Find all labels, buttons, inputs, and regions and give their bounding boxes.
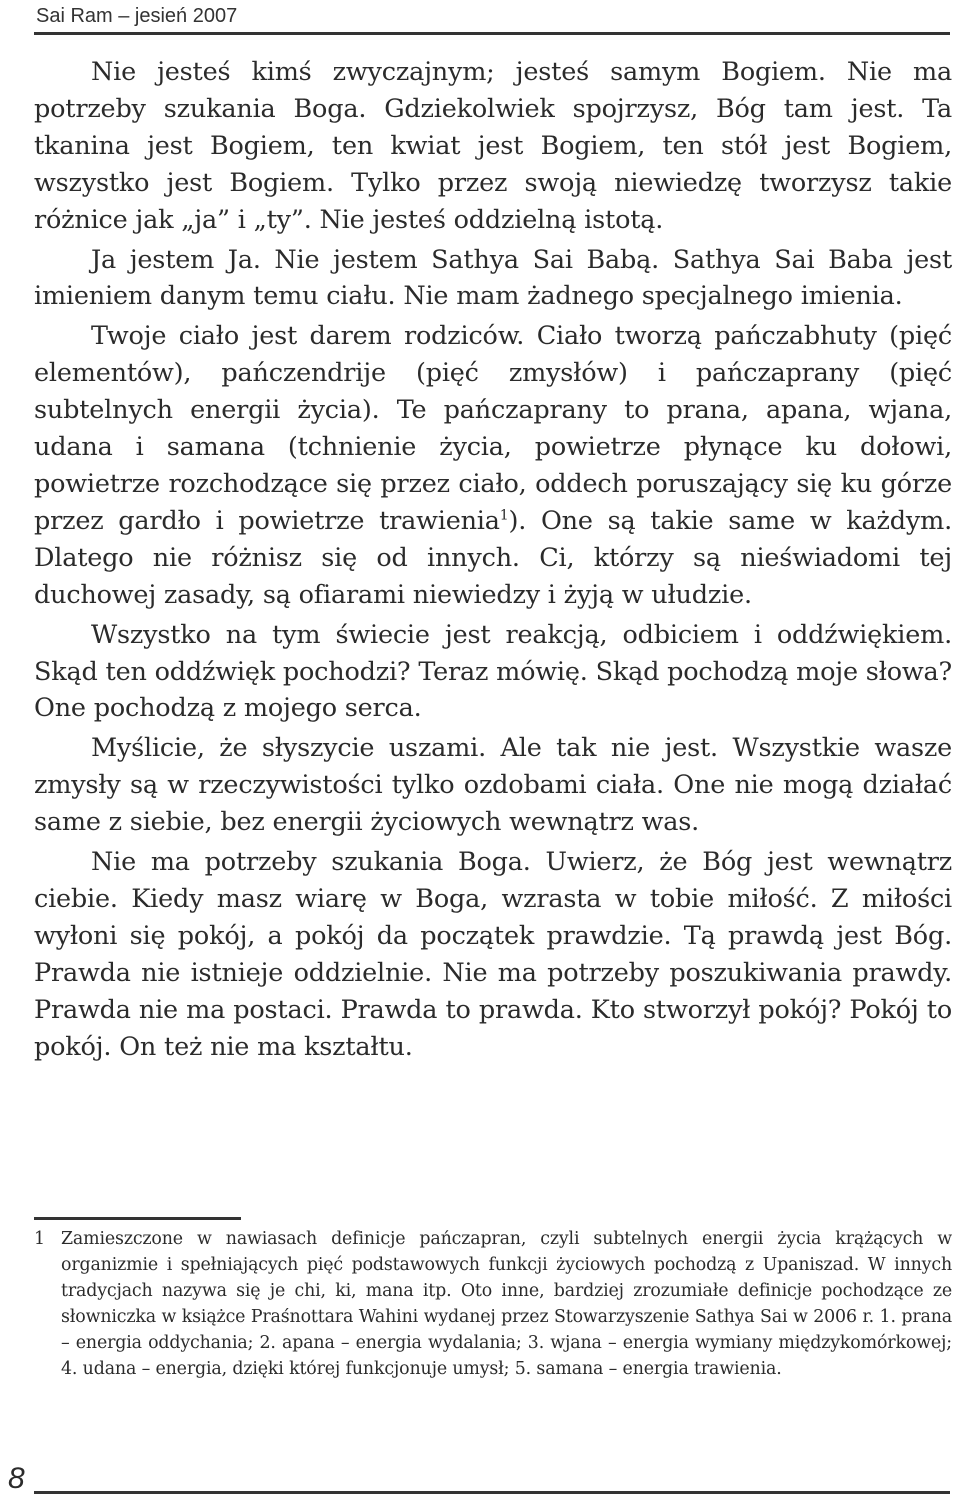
header-title: Sai Ram – jesień 2007	[36, 5, 238, 27]
footnote	[34, 1226, 952, 1382]
paragraph-6: Nie ma potrzeby szukania Boga. Uwierz, że Bóg jest wewnątrz ciebie. Kiedy masz wiarę w Boga, wzrasta w tobie miłość. Z miłości wyłoni się pokój, a pokój da początek prawdzie. Tą prawdą jest Bóg. Prawda nie istnieje oddzielnie. Nie ma potrzeby poszukiwania prawdy. Prawda nie ma postaci. Prawda to prawda. Kto stworzył pokój? Pokój to pokój. On też nie ma kształtu.	[34, 847, 952, 1062]
footnote-divider	[34, 1217, 241, 1220]
paragraph-2: Ja jestem Ja. Nie jestem Sathya Sai Babą. Sathya Sai Baba jest imieniem danym temu ciału. Nie mam żadnego specjalnego imienia.	[34, 244, 952, 312]
footnote-marker: 1	[499, 507, 509, 524]
footnote-text: Zamieszczone w nawiasach definicje pańczapran, czyli subtelnych energii życia krążących w organizmie i spełniających pięć podstawowych funkcji życiowych pochodzą z Upaniszad. W innych tradycjach nazywa się je chi, ki, mana itp. Oto inne, bardziej zrozumiałe definicje pochodzące ze słowniczka w książce Praśnottara Wahini wydanej przez Stowarzyszenie Sathya Sai w 2006 r. 1. prana – energia oddychania; 2. apana – energia wydalania; 3. wjana – energia wymiany międzykomórkowej; 4. udana – energia, dzięki której funkcjonuje umysł; 5. samana – energia trawienia.	[61, 1229, 952, 1379]
page-number: 8	[8, 1462, 25, 1495]
footer-rule	[34, 1491, 950, 1494]
paragraph-1: Nie jesteś kimś zwyczajnym; jesteś samym Bogiem. Nie ma potrzeby szukania Boga. Gdziekolwiek spojrzysz, Bóg tam jest. Ta tkanina jest Bogiem, ten kwiat jest Bogiem, ten stół jest Bogiem, wszystko jest Bogiem. Tylko przez swoją niewiedzę tworzysz takie różnice jak „ja” i „ty”. Nie jesteś oddzielną istotą.	[34, 57, 952, 235]
paragraph-3-text-after: ). One są takie same w każdym. Dlatego nie różnisz się od innych. Ci, którzy są nieświadomi tej duchowej zasady, są ofiarami niewiedzy i żyją w ułudzie.	[34, 505, 952, 610]
paragraph-3-text-before: Twoje ciało jest darem rodziców. Ciało tworzą pańczabhuty (pięć elementów), pańczendrije (pięć zmysłów) i pańczaprany (pięć subtelnych energii życia). Te pańczaprany to prana, apana, wjana, udana i samana (tchnienie życia, powietrze płynące ku dołowi, powietrze rozchodzące się przez ciało, oddech poruszający się ku górze przez gardło i powietrze trawienia	[34, 321, 952, 536]
paragraph-4: Wszystko na tym świecie jest reakcją, odbiciem i oddźwiękiem. Skąd ten oddźwięk pochodzi? Teraz mówię. Skąd pochodzą moje słowa? One pochodzą z mojego serca.	[34, 619, 952, 724]
paragraph-5: Myślicie, że słyszycie uszami. Ale tak nie jest. Wszystkie wasze zmysły są w rzeczywistości tylko ozdobami ciała. One nie mogą działać same z siebie, bez energii życiowych wewnątrz was.	[34, 733, 952, 838]
running-header	[34, 2, 950, 35]
main-text	[34, 54, 952, 1065]
paragraph-3	[34, 318, 952, 613]
footnote-number: 1	[34, 1229, 45, 1249]
